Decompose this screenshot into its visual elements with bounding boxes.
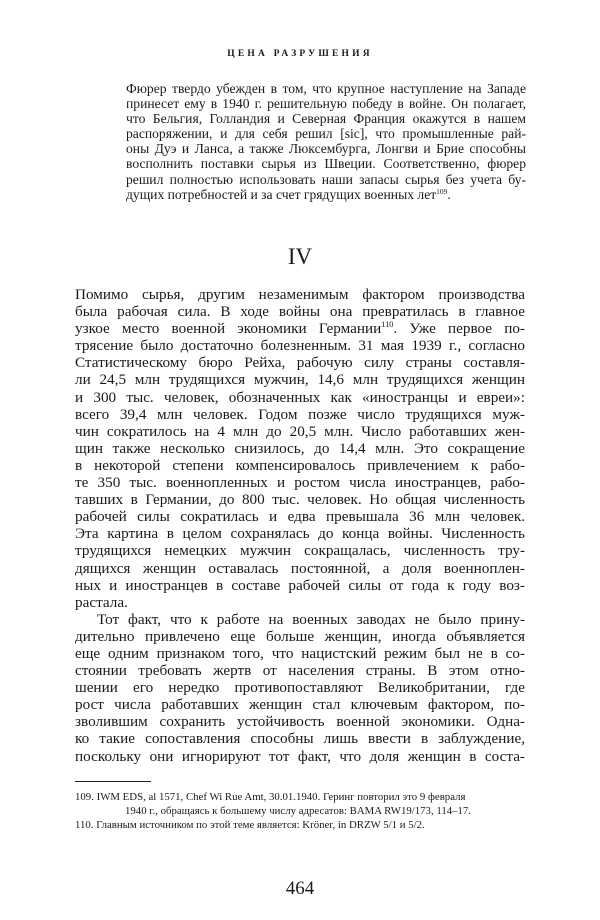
text-line [75, 594, 525, 611]
text-line [75, 389, 525, 406]
text-line-text: и 300 тыс. человек, обозначенных как «иностранцы и евреи»: [75, 388, 525, 406]
text-line-text: те 350 тыс. военнопленных и ростом числа иностранцев, рабо- [75, 474, 525, 492]
quote-line [126, 141, 526, 156]
text-line-text: чин сократилось на 4 млн до 20,5 млн. Число работавших жен- [75, 422, 525, 440]
text-line-text: ко такие сопоставления способны лишь ввести в заблуждение, [75, 730, 525, 748]
quote-line-text: что Бельгия, Голландия и Северная Франция окажутся в нашем [126, 111, 526, 127]
text-line-text: трудящихся немецких мужчин сокращалась, численность тру- [75, 542, 525, 560]
text-line [75, 542, 525, 559]
text-line [75, 560, 525, 577]
text-line-text: ли 24,5 млн трудящихся мужчин, 14,6 млн трудящихся женщин [75, 371, 525, 389]
text-line-text: трясение было достаточно болезненным. 31 мая 1939 г., согласно [75, 337, 525, 355]
quote-line-text: принесет ему в 1940 г. решительную победу в войне. Он полагает, [126, 96, 526, 112]
text-line [75, 628, 525, 645]
text-line [75, 713, 525, 730]
text-line-text: зволившим сохранить устойчивость военной экономики. Одна- [75, 713, 525, 731]
quote-line [126, 156, 526, 171]
text-line-text: узкое место военной экономики Германии [75, 320, 382, 338]
text-line-text: шении его нередко противопоставляют Великобритании, где [75, 679, 525, 697]
text-line [75, 303, 525, 320]
text-line-text: стоянии требовать жертв от населения страны. В этом отно- [75, 662, 525, 680]
text-line [75, 508, 525, 525]
text-line [75, 748, 525, 765]
quote-line-text: дущих потребностей и за счет грядущих военных лет [126, 186, 437, 202]
text-line-text: Помимо сырья, другим незаменимым фактором производства [75, 286, 525, 303]
text-line [75, 320, 525, 337]
text-line [75, 577, 525, 594]
text-line [75, 679, 525, 696]
body-text [75, 286, 525, 765]
footnote-line: 110. Главным источником по этой теме является: Kröner, in DRZW 5/1 и 5/2. [75, 819, 425, 831]
text-line [75, 337, 525, 354]
text-line-text: поскольку они игнорируют тот факт, что доля женщин в соста- [75, 747, 525, 765]
text-line [75, 730, 525, 747]
quote-line [126, 126, 526, 141]
text-line-text: была рабочая сила. В ходе войны она превратилась в главное [75, 303, 525, 321]
quote-line-text: оны Дуэ и Ланса, а также Люксембурга, Лонгви и Брие способны [126, 141, 526, 157]
text-line [75, 440, 525, 457]
quote-line-text: восполнить поставки сырья из Швеции. Соответственно, фюрер [126, 156, 526, 172]
quote-line [126, 96, 526, 111]
footnotes [75, 790, 525, 832]
footnote-ref[interactable]: 110 [381, 320, 394, 330]
text-line [75, 286, 525, 303]
text-line [75, 406, 525, 423]
text-line-text: еще одним признаком того, что нацистский режим был не в со- [75, 644, 525, 662]
text-line-text: дительно привлечено еще больше женщин, иногда объявляется [75, 627, 525, 645]
quote-line [126, 81, 526, 96]
quote-line-text: решил полностью использовать наши запасы сырья без учета бу- [126, 171, 526, 187]
text-line [75, 696, 525, 713]
text-line [75, 611, 525, 628]
text-line-text: растала. [75, 593, 128, 611]
quote-line [126, 172, 526, 187]
quote-line-text: . [447, 186, 451, 202]
quote-line-text: Фюрер твердо убежден в том, что крупное наступление на Западе [126, 81, 526, 96]
text-line [75, 354, 525, 371]
section-number: IV [287, 244, 313, 269]
text-line-text: Эта картина в целом сохранялась до конца войны. Численность [75, 525, 525, 543]
page-number: 464 [285, 878, 315, 899]
running-header: ЦЕНА РАЗРУШЕНИЯ [227, 49, 373, 59]
text-line [75, 491, 525, 508]
footnote-line: 109. IWM EDS, al 1571, Chef Wi Rue Amt, 30.01.1940. Геринг повторил это 9 февраля [75, 791, 466, 803]
text-line-text: рост числа работавших женщин стал ключевым фактором, по- [75, 696, 525, 714]
text-line-text: . Уже первое по- [393, 320, 525, 338]
text-line-text: ных и иностранцев в составе рабочей силы от года к году воз- [75, 576, 525, 594]
text-line-text: дящихся женщин оставалась постоянной, а доля военноплен- [75, 559, 525, 577]
text-line [75, 525, 525, 542]
quote-line [126, 187, 526, 202]
text-line-text: тавших в Германии, до 800 тыс. человек. Но общая численность [75, 491, 525, 509]
quote-line-text: распоряжении, и для себя решил [sic], что промышленные рай- [126, 126, 526, 142]
block-quote [126, 81, 526, 202]
text-line-text: Тот факт, что к работе на военных заводах не было прину- [97, 610, 525, 628]
footnote-line: 1940 г., обращаясь к большему числу адресатов: BAMA RW19/173, 114–17. [125, 805, 472, 817]
footnote-ref[interactable]: 109 [436, 186, 448, 196]
text-line-text: в некоторой степени компенсировалось привлечением к рабо- [75, 456, 525, 474]
text-line-text: всего 39,4 млн человек. Годом позже число трудящихся муж- [75, 405, 525, 423]
text-line [75, 457, 525, 474]
text-line [75, 371, 525, 388]
text-line [75, 645, 525, 662]
quote-line [126, 111, 526, 126]
text-line [75, 423, 525, 440]
text-line [75, 662, 525, 679]
text-line-text: рабочей силы сократилась и едва превышала 36 млн человек. [75, 508, 525, 526]
text-line-text: щин также несколько снизилось, до 14,4 млн. Это сокращение [75, 439, 525, 457]
text-line-text: Статистическому бюро Рейха, рабочую силу страны составля- [75, 354, 525, 372]
footnote-divider [75, 781, 151, 782]
text-line [75, 474, 525, 491]
